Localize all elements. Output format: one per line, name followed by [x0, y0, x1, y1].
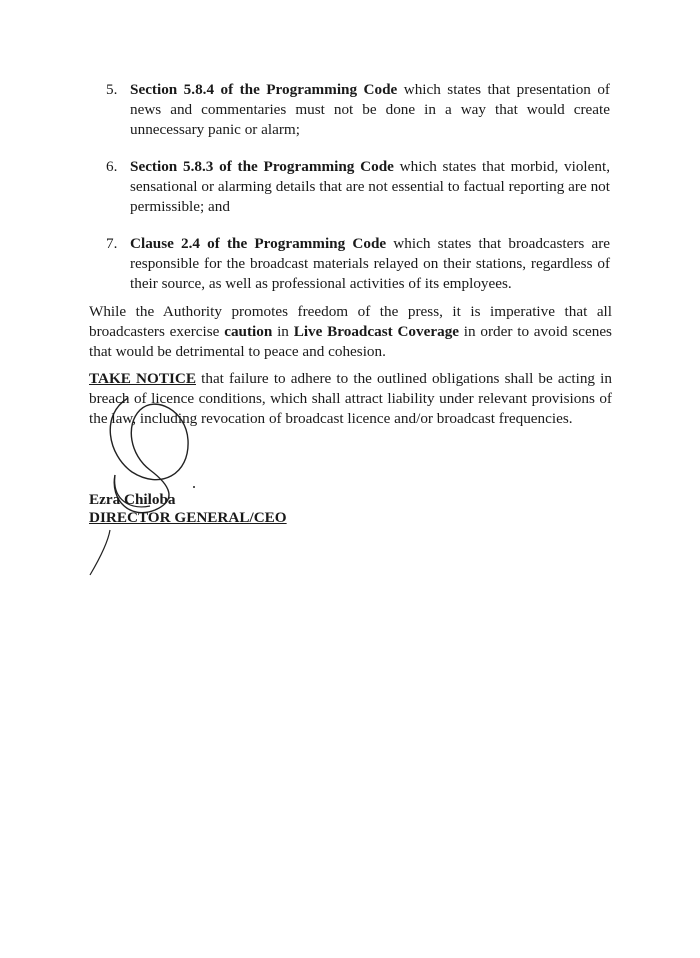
list-item-number: 5. — [106, 81, 118, 98]
code-reference: Clause 2.4 of the Programming Code — [130, 235, 387, 252]
list-item — [100, 157, 610, 217]
handwritten-signature — [70, 380, 220, 580]
list-item-text: which states that presentation of news and commentaries must not be done in a way that would create unnecessary panic or alarm; — [130, 81, 610, 138]
signatory-title: DIRECTOR GENERAL/CEO — [89, 509, 287, 526]
list-item-number: 7. — [106, 235, 118, 252]
list-item — [100, 234, 610, 294]
caution-emphasis: caution — [224, 323, 273, 340]
signatory-name: Ezra Chiloba — [89, 491, 176, 508]
list-item-text: which states that broadcasters are responsible for the broadcast materials relayed on their stations, regardless of their source, as well as professional activities of its employees. — [130, 235, 611, 292]
take-notice-paragraph: TAKE NOTICE that failure to adhere to the outlined obligations shall be acting in breach of licence conditions, which shall attract liability under relevant provisions of the law, including revocation of broadcast licence and/or broadcast frequencies. — [89, 370, 612, 427]
code-reference: Section 5.8.4 of the Programming Code — [130, 81, 398, 98]
live-coverage-emphasis: Live Broadcast Coverage — [293, 323, 460, 340]
freedom-of-press-paragraph: While the Authority promotes freedom of the press, it is imperative that all broadcasters exercise caution in Live Broadcast Coverage in order to avoid scenes that would be detrimental to peace and cohesion. — [89, 303, 612, 360]
obligations-list — [100, 80, 610, 311]
list-item-text: which states that morbid, violent, sensational or alarming details that are not essential to factual reporting are not permissible; and — [130, 158, 610, 215]
code-reference: Section 5.8.3 of the Programming Code — [130, 158, 394, 175]
take-notice-heading: TAKE NOTICE — [89, 370, 196, 387]
list-item-number: 6. — [106, 158, 118, 175]
list-item — [100, 80, 610, 140]
